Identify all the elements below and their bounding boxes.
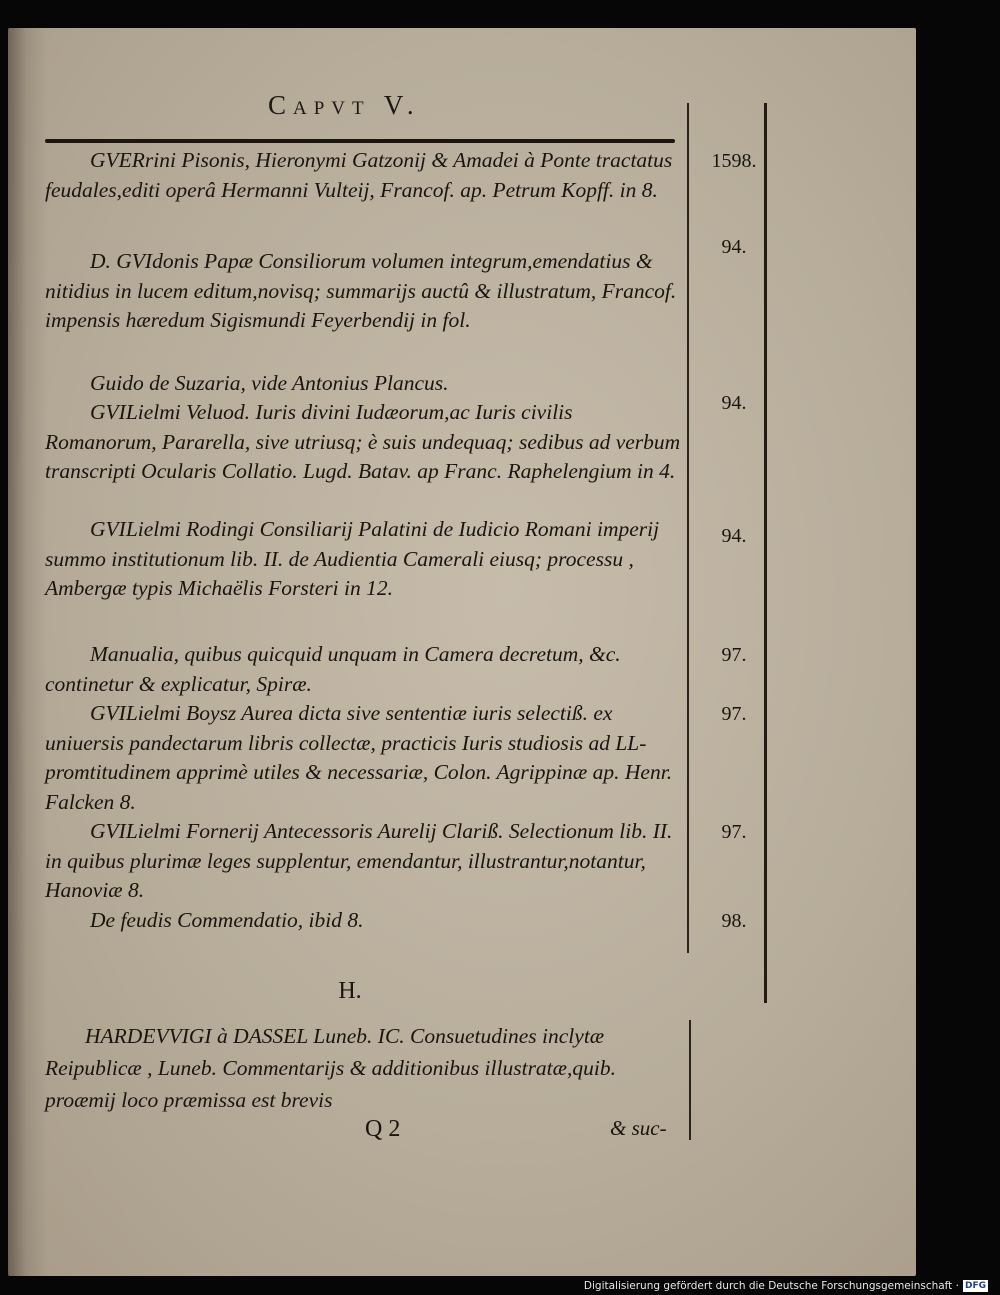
catchword: & suc-	[610, 1116, 667, 1140]
column-rule-lower	[689, 1020, 691, 1140]
year-1: 1598.	[711, 150, 757, 172]
entry-7: GVILielmi Boysz Aurea dicta sive sententiæ iuris selectiß. ex uniuersis pandectarum libris collectæ, practicis Iuris studiosis ad LL- promtitudinem apprimè utiles & necessariæ, Colon. Agrippinæ ap. Henr. Falcken 8.	[45, 701, 673, 814]
entry-5: GVILielmi Rodingi Consiliarij Palatini de Iudicio Romani imperij summo institutionum lib. II. de Audientia Camerali eiusq; processu , Ambergæ typis Michaëlis Forsteri in 12.	[45, 517, 660, 600]
entry-1: GVERrini Pisonis, Hieronymi Gatzonij & Amadei à Ponte tractatus feudales,editi operâ Hermanni Vulteij, Francof. ap. Petrum Kopff. in 8.	[45, 148, 673, 202]
running-head: Capvt V.	[268, 90, 421, 120]
entry-4: GVILielmi Veluod. Iuris divini Iudæorum,ac Iuris civilis Romanorum, Pararella, sive utriusq; è suis undequaq; sedibus ad verbum transcripti Ocularis Collatio. Lugd. Batav. ap Franc. Raphelengium in 4.	[45, 400, 681, 483]
section-letter: H.	[338, 978, 362, 1004]
entry-h: HARDEVVIGI à DASSEL Luneb. IC. Consuetudines inclytæ Reipublicæ , Luneb. Commentarijs & additionibus illustratæ,quib. proæmij loco præmissa est brevis	[45, 1024, 616, 1112]
entry-8: GVILielmi Fornerij Antecessoris Aurelij Clariß. Selectionum lib. II. in quibus plurimæ leges supplentur, emendantur, illustrantur,notantur, Hanoviæ 8.	[45, 819, 673, 902]
year-7: 97.	[721, 703, 747, 725]
digitization-credit	[584, 1279, 988, 1293]
year-6: 97.	[721, 644, 747, 666]
column-rule	[687, 103, 689, 953]
year-5: 94.	[721, 525, 747, 547]
entry-3: Guido de Suzaria, vide Antonius Plancus.	[90, 371, 449, 395]
year-4: 94.	[721, 392, 747, 414]
page-edge	[764, 103, 767, 1003]
year-8: 97.	[721, 821, 747, 843]
header-rule	[45, 139, 675, 143]
year-9: 98.	[721, 910, 747, 932]
year-2: 94.	[721, 236, 747, 258]
credit-text: Digitalisierung gefördert durch die Deutsche Forschungsgemeinschaft ·	[583, 1280, 959, 1292]
signature-mark: Q 2	[365, 1116, 401, 1142]
entry-9: De feudis Commendatio, ibid 8.	[90, 908, 364, 932]
entry-2: D. GVIdonis Papæ Consiliorum volumen integrum,emendatius & nitidius in lucem editum,novisq; summarijs auctû & illustratum, Francof. impensis hæredum Sigismundi Feyerbendij in fol.	[45, 249, 677, 332]
entry-6: Manualia, quibus quicquid unquam in Camera decretum, &c. continetur & explicatur, Spiræ.	[45, 642, 621, 696]
dfg-logo-icon: DFG	[964, 1281, 986, 1291]
